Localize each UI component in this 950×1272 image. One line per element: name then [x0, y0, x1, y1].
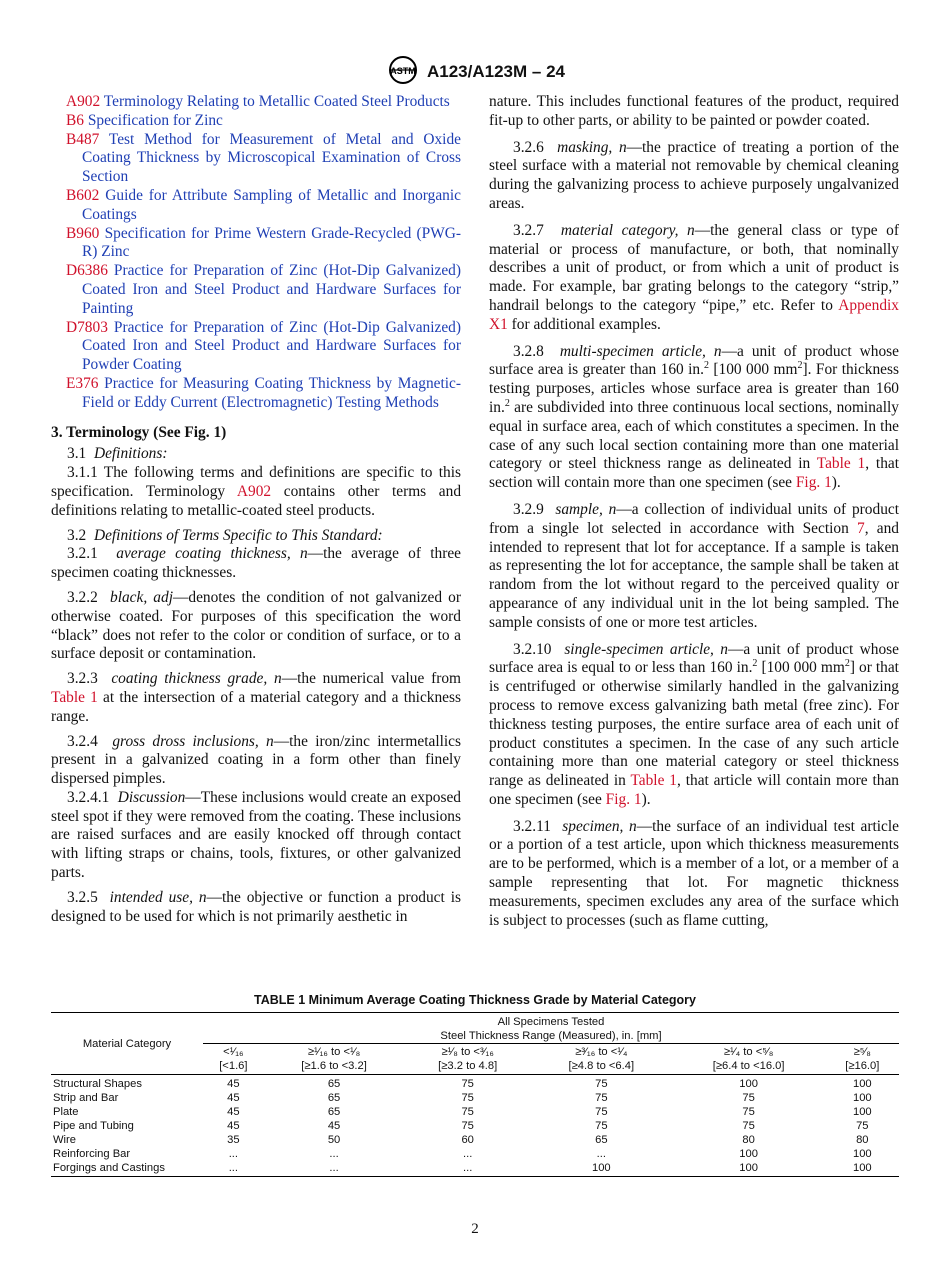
reference-code[interactable]: D6386: [66, 262, 108, 280]
reference-title[interactable]: Specification for Prime Western Grade-Recycled (PWG-R) Zinc: [82, 224, 461, 261]
reference-item[interactable]: [51, 262, 461, 318]
thickness-range-column: <¹⁄₁₆ [<1.6]: [203, 1044, 264, 1075]
reference-code[interactable]: B960: [66, 224, 100, 242]
para-3-2-5: 3.2.5 intended use, n—the objective or function a product is designed to be used for which is not primarily aesthetic in: [51, 888, 461, 925]
thickness-grade-cell: 75: [595, 1092, 608, 1104]
para-3-2-2: 3.2.2 black, adj—denotes the condition of not galvanized or otherwise coated. For purposes of this specification the word “black” does not refer to the color or condition of surface, or to a surface deposit or contamination.: [51, 588, 461, 663]
thickness-grade-cell: 75: [461, 1120, 474, 1132]
link-table-1[interactable]: Table 1: [816, 455, 866, 473]
link-a902[interactable]: A902: [236, 482, 272, 500]
table-title: TABLE 1 Minimum Average Coating Thickness Grade by Material Category: [253, 993, 696, 1007]
reference-title[interactable]: Specification for Zinc: [87, 111, 223, 129]
thickness-grade-cell: ...: [463, 1148, 473, 1160]
para-3-2-9: 3.2.9 sample, n—a collection of individual units of product from a single lot selected in accordance with Section 7, and intended to represent that lot for acceptance. If a sample is taken as representing the lot for acceptance, the sample shall be taken at random from the lot without regard to the perceived quality or appearance of any individual unit in the lot being sampled. The sample consists of one or more test articles.: [489, 500, 899, 631]
para-3-2-11: 3.2.11 specimen, n—the surface of an individual test article or a portion of a test article, upon which thickness measurements are to be performed, which is a member of a lot, or a member of a sample representing that lot. For magnetic thickness measurements, specimen excludes any area of the surface which is subject to processes (such as flame cutting,: [489, 817, 899, 929]
thickness-grade-cell: 100: [852, 1148, 872, 1160]
thickness-grade-cell: 75: [461, 1078, 474, 1090]
table-row: [51, 1133, 899, 1147]
section-3-heading: 3. Terminology (See Fig. 1): [51, 423, 227, 441]
material-category-cell: Forgings and Castings: [51, 1161, 203, 1177]
para-3-2: 3.2 Definitions of Terms Specific to This Standard:: [67, 526, 383, 544]
thickness-grade-cell: 100: [672, 1161, 826, 1177]
material-category-header: Material Category: [51, 1013, 203, 1075]
material-category-cell: Strip and Bar: [53, 1092, 119, 1104]
svg-text:ASTM: ASTM: [390, 66, 416, 76]
para-3-2-4: 3.2.4 gross dross inclusions, n—the iron/zinc intermetallics present in a galvanized coating in a form other than finely dispersed pimples.: [51, 732, 461, 788]
reference-code[interactable]: B6: [66, 111, 84, 129]
para-3-2-5-continued: nature. This includes functional features of the product, required fit-up to other parts, or ability to be painted or powder coated.: [489, 93, 899, 129]
reference-code[interactable]: D7803: [66, 318, 108, 336]
thickness-grade-cell: 80: [856, 1134, 869, 1146]
thickness-grade-cell: 75: [742, 1092, 755, 1104]
left-column: [51, 93, 461, 926]
para-3-1: 3.1 Definitions:: [67, 445, 168, 463]
thickness-grade-cell: 75: [595, 1106, 608, 1118]
reference-code[interactable]: B602: [66, 186, 100, 204]
thickness-grade-cell: 65: [327, 1106, 341, 1118]
table-row: [51, 1075, 899, 1092]
material-category-cell: Pipe and Tubing: [53, 1120, 134, 1132]
thickness-grade-cell: 100: [852, 1106, 872, 1118]
thickness-grade-cell: 100: [739, 1078, 758, 1090]
para-3-2-10: 3.2.10 single-specimen article, n—a unit of product whose surface area is equal to or less than 160 in.$^2$ [100 000 $mm^2$] or that is centrifuged or otherwise similarly handled in the galvanizing process to remove excess galvanizing bath metal (free zinc). For thickness testing purposes, the entire surface area of each unit of product constitutes a specimen. In the case of any such article containing more than one material category or steel thickness range as delineated in Table 1, that article will contain more than one specimen (see Fig. 1).: [489, 640, 900, 808]
link-appendix-x1[interactable]: Appendix X1: [489, 296, 899, 333]
reference-item[interactable]: [51, 375, 461, 413]
reference-item[interactable]: [51, 225, 461, 263]
thickness-grade-cell: 100: [531, 1161, 672, 1177]
thickness-grade-cell: 75: [742, 1120, 755, 1132]
reference-item[interactable]: [51, 112, 461, 131]
thickness-grade-cell: ...: [228, 1148, 239, 1160]
table-row: [51, 1091, 899, 1105]
thickness-grade-cell: ...: [203, 1161, 264, 1177]
reference-item[interactable]: [51, 187, 461, 225]
reference-item[interactable]: [51, 319, 461, 375]
table-1: [51, 993, 899, 1177]
table-row: [51, 1105, 899, 1119]
link-table-1[interactable]: Table 1: [630, 772, 677, 790]
material-category-cell: Wire: [53, 1134, 76, 1146]
thickness-grade-cell: ...: [329, 1148, 339, 1160]
thickness-grade-cell: 75: [742, 1106, 755, 1118]
coating-thickness-table: [51, 1012, 899, 1177]
thickness-grade-cell: 65: [595, 1134, 608, 1146]
thickness-grade-cell: 75: [461, 1092, 474, 1104]
thickness-grade-cell: 100: [852, 1078, 872, 1090]
material-category-cell: Reinforcing Bar: [53, 1148, 131, 1160]
para-3-2-3: 3.2.3 coating thickness grade, n—the numerical value from Table 1 at the intersection of a material category and a thickness range.: [51, 670, 462, 725]
thickness-grade-cell: 45: [227, 1106, 240, 1118]
material-category-cell: Plate: [53, 1106, 79, 1118]
thickness-grade-cell: 75: [595, 1078, 608, 1090]
thickness-grade-cell: 80: [742, 1134, 755, 1146]
thickness-grade-cell: 50: [327, 1134, 341, 1146]
material-category-cell: Structural Shapes: [53, 1078, 142, 1090]
page-header: [0, 55, 950, 90]
thickness-grade-cell: 75: [856, 1120, 869, 1132]
right-column: [489, 93, 899, 938]
reference-list: [51, 93, 461, 413]
thickness-grade-cell: ...: [596, 1148, 606, 1160]
thickness-grade-cell: 45: [227, 1120, 240, 1132]
para-3-2-7: 3.2.7 material category, n—the general class or type of material or process of manufacture, or both, that nominally describes a unit of product, or from which a unit of product is made. For example, bar grating belongs to the category “strip,” handrail belongs to the category “pipe,” etc. Refer to Appendix X1 for additional examples.: [489, 221, 899, 333]
link-section-7[interactable]: 7: [857, 519, 865, 537]
thickness-grade-cell: 75: [461, 1106, 474, 1118]
reference-code[interactable]: A902: [66, 93, 101, 110]
reference-title[interactable]: Practice for Measuring Coating Thickness by Magnetic-Field or Eddy Current (Electromagnetic) Testing Methods: [82, 374, 461, 411]
thickness-grade-cell: 100: [739, 1148, 758, 1160]
reference-title[interactable]: Terminology Relating to Metallic Coated Steel Products: [103, 93, 450, 110]
thickness-range-column: ≥⁵⁄₈ [≥16.0]: [826, 1044, 899, 1075]
reference-item[interactable]: [51, 131, 461, 187]
table-row: [51, 1161, 899, 1177]
reference-code[interactable]: E376: [66, 374, 99, 392]
table-row: [51, 1147, 899, 1161]
thickness-grade-cell: 35: [227, 1134, 240, 1146]
thickness-grade-cell: ...: [404, 1161, 531, 1177]
para-3-2-6: 3.2.6 masking, n—the practice of treating a portion of the steel surface with a material not removable by chemical cleaning during the galvanizing process to achieve purposely ungalvanized areas.: [489, 138, 899, 212]
thickness-grade-cell: 100: [852, 1092, 872, 1104]
thickness-grade-cell: ...: [264, 1161, 405, 1177]
thickness-range-column: ≥³⁄₁₆ to <¹⁄₄ [≥4.8 to <6.4]: [531, 1044, 672, 1075]
reference-code[interactable]: B487: [66, 130, 100, 148]
thickness-range-column: ≥¹⁄₈ to <³⁄₁₆ [≥3.2 to 4.8]: [404, 1044, 531, 1075]
thickness-grade-cell: 65: [327, 1078, 341, 1090]
reference-item[interactable]: [51, 93, 461, 112]
table-row: [51, 1119, 899, 1133]
thickness-grade-cell: 65: [327, 1092, 341, 1104]
reference-title[interactable]: Practice for Preparation of Zinc (Hot-Dip Galvanized) Coated Iron and Steel Product and Hardware Surfaces for Powder Coating: [82, 318, 461, 374]
document-id: A123/A123M – 24: [427, 61, 565, 81]
page-number: 2: [471, 1221, 479, 1237]
para-3-1-1: 3.1.1 The following terms and definitions are specific to this specification. Terminology A902 contains other terms and definitions relating to metallic-coated steel products.: [51, 464, 462, 519]
thickness-range-column: ≥¹⁄₄ to <⁵⁄₈ [≥6.4 to <16.0]: [672, 1044, 826, 1075]
link-fig-1[interactable]: Fig. 1: [795, 474, 832, 492]
thickness-grade-cell: 45: [327, 1120, 341, 1132]
thickness-grade-cell: 45: [227, 1078, 240, 1090]
para-3-2-8: 3.2.8 multi-specimen article, n—a unit of product whose surface area is greater than 160 in.$^2$ [100 000 $mm^2$]. For thickness testing purposes, articles whose surface area is greater than 160 in.$^2$ are subdivided into three continuous local sections, nominally equal in surface area, each of which constitutes a specimen. In the case of any such local section containing more than one material category or steel thickness range as delineated in Table 1, that section will contain more than one specimen (see Fig. 1).: [489, 342, 899, 492]
link-table-1[interactable]: Table 1: [51, 688, 98, 706]
thickness-range-column: ≥¹⁄₁₆ to <¹⁄₈ [≥1.6 to <3.2]: [264, 1044, 405, 1075]
thickness-range-header: All Specimens Tested Steel Thickness Range (Measured), in. [mm]: [203, 1013, 899, 1044]
thickness-grade-cell: 100: [826, 1161, 899, 1177]
para-3-2-4-1: 3.2.4.1 Discussion—These inclusions would create an exposed steel spot if they were removed from the coating. These inclusions are raised surfaces and are easily knocked off through contact with lifting straps or chains, tools, fixtures, or other galvanized parts.: [51, 788, 461, 882]
link-fig-1[interactable]: Fig. 1: [605, 790, 642, 808]
astm-logo: [385, 55, 421, 90]
para-3-2-1: 3.2.1 average coating thickness, n—the average of three specimen coating thicknesses.: [51, 545, 461, 582]
thickness-grade-cell: 45: [227, 1092, 240, 1104]
reference-title[interactable]: Guide for Attribute Sampling of Metallic and Inorganic Coatings: [82, 186, 461, 223]
thickness-grade-cell: 60: [461, 1134, 474, 1146]
thickness-grade-cell: 75: [595, 1120, 608, 1132]
reference-title[interactable]: Test Method for Measurement of Metal and Oxide Coating Thickness by Microscopical Examination of Cross Section: [82, 130, 461, 186]
reference-title[interactable]: Practice for Preparation of Zinc (Hot-Dip Galvanized) Coated Iron and Steel Product and Hardware Surfaces for Painting: [82, 262, 461, 317]
